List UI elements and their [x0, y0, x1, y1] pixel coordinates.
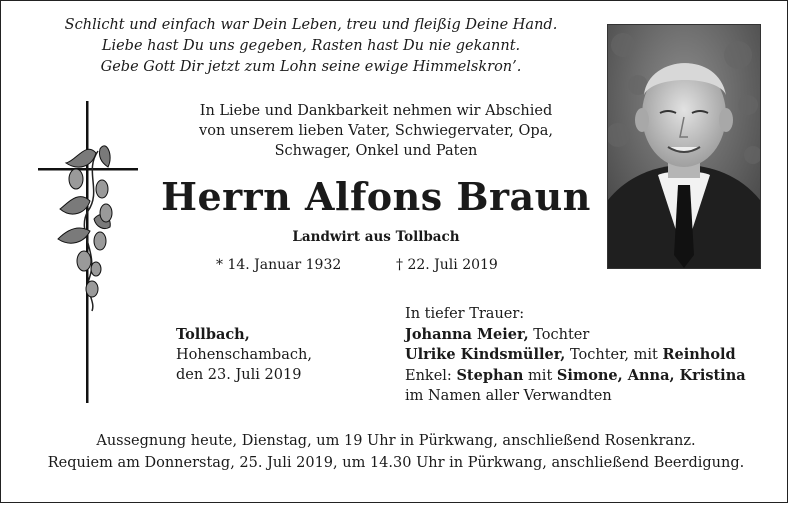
intro-line: In Liebe und Dankbarkeit nehmen wir Abschied	[199, 103, 553, 119]
mourners-heading: In tiefer Trauer:	[405, 306, 525, 322]
intro-text	[176, 101, 576, 161]
deceased-name: Herrn Alfons Braun	[161, 174, 591, 219]
mourner-line	[405, 345, 746, 366]
mourner-relation: mit	[523, 367, 557, 384]
intro-line: von unserem lieben Vater, Schwiegervater, Opa,	[199, 123, 553, 139]
poem-line: Liebe hast Du uns gegeben, Rasten hast Du nie gekannt.	[101, 38, 521, 54]
mourner-name: Stephan	[456, 366, 524, 384]
service-line: Requiem am Donnerstag, 25. Juli 2019, um 14.30 Uhr in Pürkwang, anschließend Beerdigung.	[47, 455, 745, 471]
place-and-date	[176, 325, 312, 385]
poem	[41, 15, 581, 78]
service-line: Aussegnung heute, Dienstag, um 19 Uhr in Pürkwang, anschließend Rosenkranz.	[96, 433, 696, 449]
place-town: Tollbach,	[176, 326, 250, 343]
mourner-name: Ulrike Kindsmüller,	[405, 346, 566, 363]
mourner-name: Reinhold	[662, 346, 736, 363]
death-date: † 22. Juli 2019	[396, 257, 498, 273]
mourner-line	[405, 366, 746, 387]
mourner-name: Simone, Anna, Kristina	[556, 366, 746, 384]
mourner-name: Johanna Meier,	[405, 325, 529, 343]
place-date: den 23. Juli 2019	[176, 367, 302, 383]
portrait-photo	[607, 24, 761, 269]
mourners-closing: im Namen aller Verwandten	[405, 388, 612, 404]
mourner-relation: Tochter	[528, 326, 590, 343]
birth-date: * 14. Januar 1932	[216, 257, 342, 273]
poem-line: Gebe Gott Dir jetzt zum Lohn seine ewige Himmelskron’.	[100, 59, 522, 75]
place-district: Hohenschambach,	[176, 347, 312, 363]
cross-with-hops-icon	[36, 101, 146, 406]
mourner-relation: Tochter, mit	[565, 347, 663, 363]
mourner-line	[405, 325, 746, 346]
poem-line: Schlicht und einfach war Dein Leben, treu und fleißig Deine Hand.	[64, 17, 558, 33]
intro-line: Schwager, Onkel und Paten	[274, 143, 478, 159]
deceased-role: Landwirt aus Tollbach	[292, 229, 460, 245]
mourner-relation: Enkel:	[405, 367, 457, 384]
mourners-list	[405, 304, 746, 407]
service-info	[21, 430, 771, 474]
